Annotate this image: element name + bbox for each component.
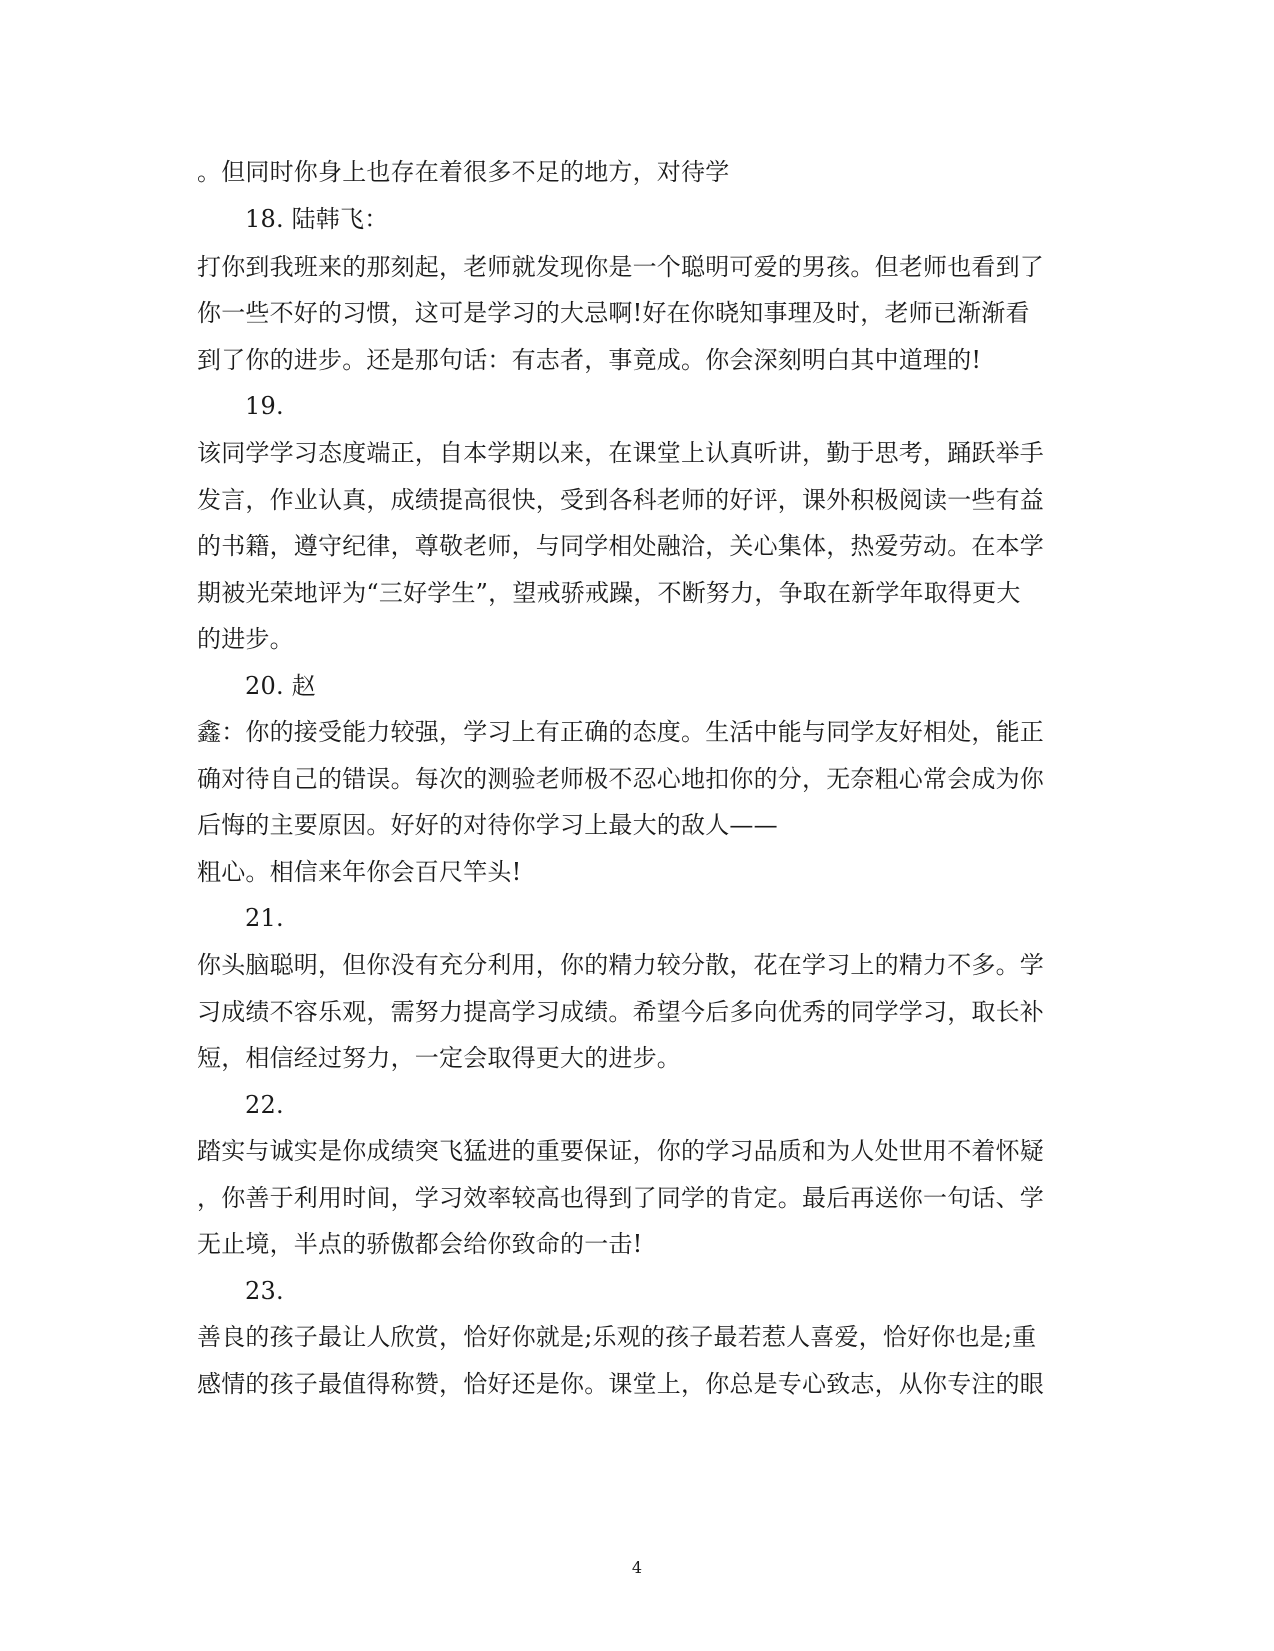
text-line: 确对待自己的错误。每次的测验老师极不忍心地扣你的分，无奈粗心常会成为你 bbox=[197, 765, 1044, 793]
text-line: 短，相信经过努力，一定会取得更大的进步。 bbox=[197, 1044, 681, 1072]
text-line: ，你善于利用时间，学习效率较高也得到了同学的肯定。最后再送你一句话、学 bbox=[197, 1184, 1044, 1212]
text-line: 该同学学习态度端正，自本学期以来，在课堂上认真听讲，勤于思考，踊跃举手 bbox=[197, 439, 1044, 467]
text-line: 后悔的主要原因。好好的对待你学习上最大的敌人—— bbox=[197, 811, 778, 839]
text-line: 粗心。相信来年你会百尺竿头! bbox=[197, 858, 522, 886]
text-line: 踏实与诚实是你成绩突飞猛进的重要保证，你的学习品质和为人处世用不着怀疑 bbox=[197, 1137, 1044, 1165]
text-line: 感情的孩子最值得称赞，恰好还是你。课堂上，你总是专心致志，从你专注的眼 bbox=[197, 1370, 1044, 1398]
text-line: 。但同时你身上也存在着很多不足的地方，对待学 bbox=[197, 158, 730, 186]
text-line: 你一些不好的习惯，这可是学习的大忌啊!好在你晓知事理及时，老师已渐渐看 bbox=[197, 299, 1030, 327]
text-line: 打你到我班来的那刻起，老师就发现你是一个聪明可爱的男孩。但老师也看到了 bbox=[197, 253, 1044, 281]
entry-heading: 19. bbox=[245, 392, 284, 420]
entry-heading: 20. 赵 bbox=[245, 672, 316, 700]
text-line: 到了你的进步。还是那句话：有志者，事竟成。你会深刻明白其中道理的! bbox=[197, 346, 982, 374]
entry-heading: 18. 陆韩飞： bbox=[245, 205, 389, 233]
text-line: 的书籍，遵守纪律，尊敬老师，与同学相处融洽，关心集体，热爱劳动。在本学 bbox=[197, 532, 1044, 560]
text-line: 善良的孩子最让人欣赏，恰好你就是;乐观的孩子最若惹人喜爱，恰好你也是;重 bbox=[197, 1323, 1037, 1351]
text-line: 的进步。 bbox=[197, 625, 294, 653]
text-line: 无止境，半点的骄傲都会给你致命的一击! bbox=[197, 1230, 643, 1258]
text-line: 发言，作业认真，成绩提高很快，受到各科老师的好评，课外积极阅读一些有益 bbox=[197, 486, 1044, 514]
text-line: 习成绩不容乐观，需努力提高学习成绩。希望今后多向优秀的同学学习，取长补 bbox=[197, 998, 1044, 1026]
text-line: 你头脑聪明，但你没有充分利用，你的精力较分散，花在学习上的精力不多。学 bbox=[197, 951, 1044, 979]
text-line: 期被光荣地评为“三好学生”，望戒骄戒躁，不断努力，争取在新学年取得更大 bbox=[197, 579, 1021, 607]
entry-heading: 21. bbox=[245, 904, 284, 932]
text-line: 鑫：你的接受能力较强，学习上有正确的态度。生活中能与同学友好相处，能正 bbox=[197, 718, 1044, 746]
entry-heading: 22. bbox=[245, 1091, 284, 1119]
page-number: 4 bbox=[631, 1558, 643, 1577]
entry-heading: 23. bbox=[245, 1277, 284, 1305]
